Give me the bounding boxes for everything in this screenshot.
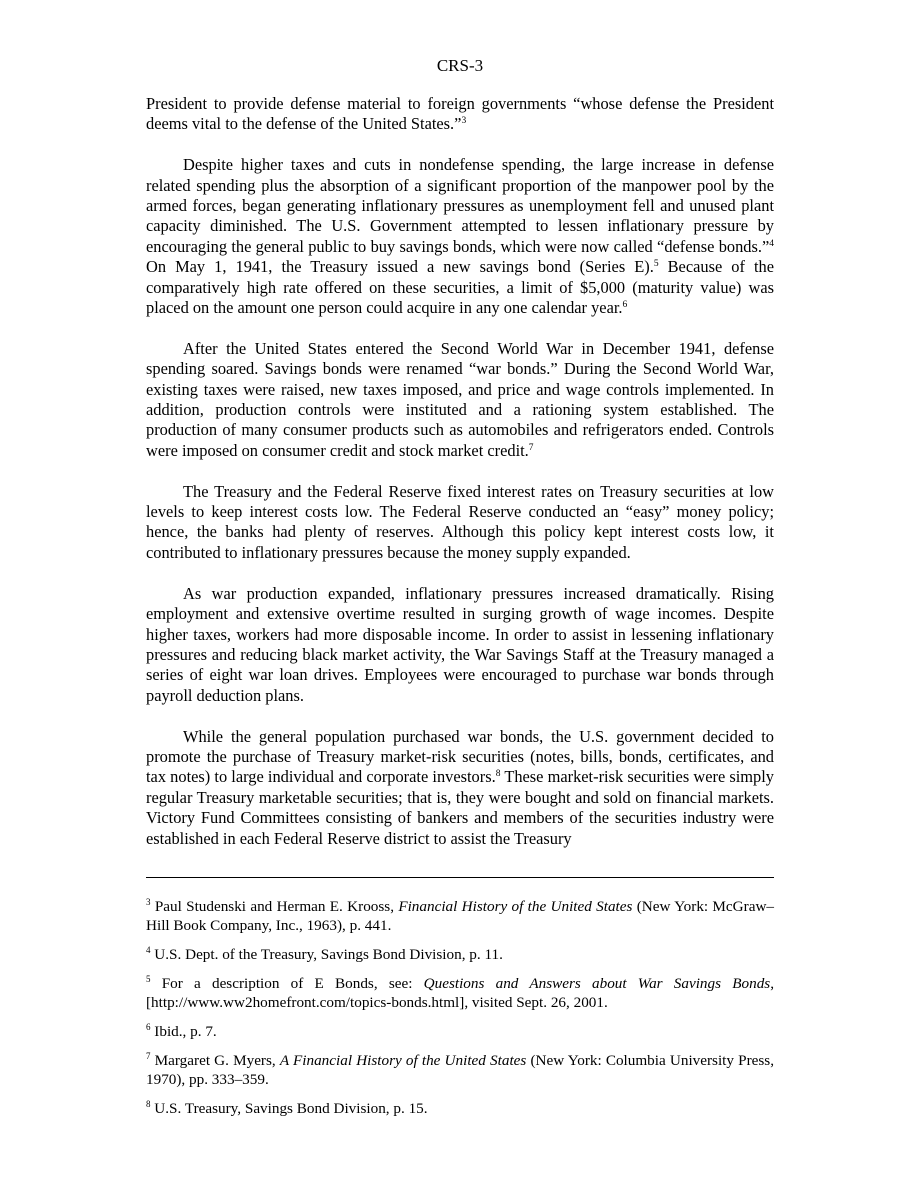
paragraph-continuation: President to provide defense material to foreign governments “whose defense the President deems vital to the defense of the United States.”$^3$ xyxy=(146,94,774,134)
footnote-ref[interactable]: 8 xyxy=(495,769,501,780)
footnote-ref[interactable]: 4 xyxy=(769,238,774,249)
footnote-ref[interactable]: 3 xyxy=(461,116,467,127)
footnote-6: $^6$ Ibid., p. 7. xyxy=(146,1022,217,1040)
footnote-3: $^3$ Paul Studenski and Herman E. Krooss, Financial History of the United States (New York: McGraw–Hill Book Company, Inc., 1963), p. 441. xyxy=(146,897,775,934)
page-header: CRS-3 xyxy=(436,56,484,75)
footnote-4: $^4$ U.S. Dept. of the Treasury, Savings Bond Division, p. 11. xyxy=(146,945,503,963)
paragraph-war-production: As war production expanded, inflationary pressures increased dramatically. Rising employment and extensive overtime resulted in surging growth of wage incomes. Despite higher taxes, workers had more disposable income. In order to assist in lessening inflationary pressures and reducing black market activity, the War Savings Staff at the Treasury managed a series of eight war loan drives. Employees were encouraged to purchase war bonds through payroll deduction plans. xyxy=(146,583,774,705)
paragraph-war-bonds: After the United States entered the Second World War in December 1941, defense spending soared. Savings bonds were renamed “war bonds.” During the Second World War, existing taxes were raised, new taxes imposed, and price and wage controls implemented. In addition, production controls were instituted and a rationing system established. The production of many consumer products such as automobiles and refrigerators ended. Controls were imposed on consumer credit and stock market credit.$^7$ xyxy=(146,338,774,460)
paragraph-interest-rates: The Treasury and the Federal Reserve fixed interest rates on Treasury securities at low levels to keep interest costs low. The Federal Reserve conducted an “easy” money policy; hence, the banks had plenty of reserves. Although this policy kept interest costs low, it contributed to inflationary pressures because the money supply expanded. xyxy=(146,481,774,562)
paragraph-defense-bonds: Despite higher taxes and cuts in nondefense spending, the large increase in defense related spending plus the absorption of a significant proportion of the manpower pool by the armed forces, began generating inflationary pressures as unemployment fell and unused plant capacity diminished. The U.S. Government attempted to lessen inflationary pressure by encouraging the general public to buy savings bonds, which were now called “defense bonds.”$^4$ On May 1, 1941, the Treasury issued a new savings bond (Series E).$^5$ Because of the comparatively high rate offered on these securities, a limit of $5,000 (maturity value) was placed on the amount one person could acquire in any one calendar year.$^6$ xyxy=(146,155,775,318)
footnote-8: $^8$ U.S. Treasury, Savings Bond Division, p. 15. xyxy=(146,1099,428,1117)
footnote-divider xyxy=(146,877,774,878)
paragraph-market-risk-securities: While the general population purchased war bonds, the U.S. government decided to promote the purchase of Treasury market-risk securities (notes, bills, bonds, certificates, and tax notes) to large individual and corporate investors.$^8$ These market-risk securities were simply regular Treasury marketable securities; that is, they were bought and sold on financial markets. Victory Fund Committees consisting of bankers and members of the securities industry were established in each Federal Reserve district to assist the Treasury xyxy=(146,726,774,848)
footnote-ref[interactable]: 5 xyxy=(653,259,659,270)
footnote-ref[interactable]: 7 xyxy=(528,442,534,453)
body-text xyxy=(146,94,774,869)
footnote-7: $^7$ Margaret G. Myers, A Financial History of the United States (New York: Columbia University Press, 1970), pp. 333–359. xyxy=(146,1051,775,1088)
footnote-5: $^5$ For a description of E Bonds, see: Questions and Answers about War Savings Bonds, [http://www.ww2homefront.com/topics-bonds.html], visited Sept. 26, 2001. xyxy=(146,974,774,1011)
footnotes xyxy=(146,897,774,1118)
footnote-ref[interactable]: 6 xyxy=(622,300,628,311)
